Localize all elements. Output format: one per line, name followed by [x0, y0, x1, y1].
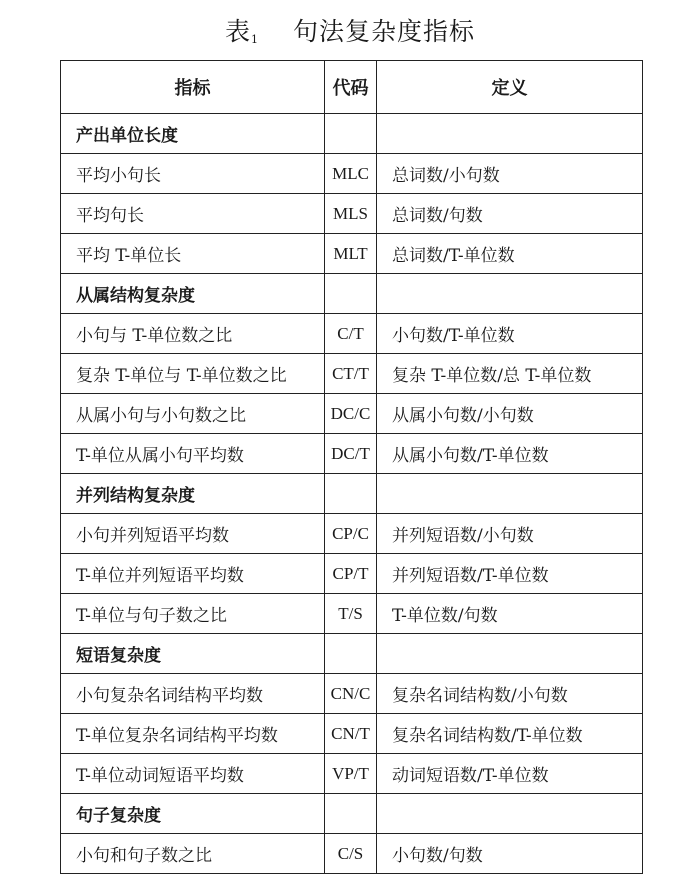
cell-code — [325, 274, 377, 314]
section-name: 并列结构复杂度 — [61, 474, 325, 514]
cell-definition: 动词短语数/T-单位数 — [377, 754, 643, 794]
section-name: 句子复杂度 — [61, 794, 325, 834]
section-row — [61, 114, 643, 154]
table-caption — [0, 10, 700, 54]
table-row — [61, 234, 643, 274]
cell-definition — [377, 114, 643, 154]
table-row — [61, 754, 643, 794]
cell-name: T-单位复杂名词结构平均数 — [61, 714, 325, 754]
table-row — [61, 714, 643, 754]
section-name: 产出单位长度 — [61, 114, 325, 154]
cell-name: 平均小句长 — [61, 154, 325, 194]
cell-definition: 并列短语数/T-单位数 — [377, 554, 643, 594]
cell-code: CP/C — [325, 514, 377, 554]
table-row — [61, 554, 643, 594]
cell-definition: 并列短语数/小句数 — [377, 514, 643, 554]
table-row — [61, 674, 643, 714]
cell-code — [325, 474, 377, 514]
header-definition: 定义 — [377, 61, 643, 114]
cell-code: CT/T — [325, 354, 377, 394]
cell-name: 小句和句子数之比 — [61, 834, 325, 874]
cell-code — [325, 634, 377, 674]
cell-name: 小句复杂名词结构平均数 — [61, 674, 325, 714]
cell-definition — [377, 634, 643, 674]
section-row — [61, 274, 643, 314]
table-row — [61, 194, 643, 234]
cell-definition: 复杂名词结构数/T-单位数 — [377, 714, 643, 754]
cell-name: T-单位与句子数之比 — [61, 594, 325, 634]
cell-name: T-单位动词短语平均数 — [61, 754, 325, 794]
cell-name: 复杂 T-单位与 T-单位数之比 — [61, 354, 325, 394]
cell-code: MLT — [325, 234, 377, 274]
header-code: 代码 — [325, 61, 377, 114]
section-row — [61, 794, 643, 834]
table-row — [61, 314, 643, 354]
cell-definition: 复杂 T-单位数/总 T-单位数 — [377, 354, 643, 394]
cell-name: 小句并列短语平均数 — [61, 514, 325, 554]
cell-name: 从属小句与小句数之比 — [61, 394, 325, 434]
table-row — [61, 594, 643, 634]
cell-code: VP/T — [325, 754, 377, 794]
table-row — [61, 394, 643, 434]
table-body — [61, 114, 643, 874]
cell-code: DC/T — [325, 434, 377, 474]
table-row — [61, 514, 643, 554]
section-name: 短语复杂度 — [61, 634, 325, 674]
cell-code — [325, 114, 377, 154]
cell-name: T-单位从属小句平均数 — [61, 434, 325, 474]
cell-definition: 复杂名词结构数/小句数 — [377, 674, 643, 714]
cell-code — [325, 794, 377, 834]
caption-number: 1 — [251, 33, 259, 46]
cell-code: CN/C — [325, 674, 377, 714]
cell-definition: 总词数/句数 — [377, 194, 643, 234]
cell-definition: 总词数/T-单位数 — [377, 234, 643, 274]
cell-code: C/S — [325, 834, 377, 874]
section-row — [61, 474, 643, 514]
cell-name: 平均 T-单位长 — [61, 234, 325, 274]
header-row — [61, 61, 643, 114]
table-row — [61, 434, 643, 474]
header-name: 指标 — [61, 61, 325, 114]
table-row — [61, 154, 643, 194]
cell-code: T/S — [325, 594, 377, 634]
cell-definition: 小句数/句数 — [377, 834, 643, 874]
cell-code: DC/C — [325, 394, 377, 434]
cell-definition — [377, 474, 643, 514]
cell-definition: T-单位数/句数 — [377, 594, 643, 634]
caption-prefix: 表 — [224, 17, 251, 46]
syntactic-complexity-table — [60, 60, 643, 874]
cell-code: C/T — [325, 314, 377, 354]
section-row — [61, 634, 643, 674]
table-row — [61, 354, 643, 394]
cell-code: MLC — [325, 154, 377, 194]
cell-name: T-单位并列短语平均数 — [61, 554, 325, 594]
table-row — [61, 834, 643, 874]
cell-definition: 从属小句数/T-单位数 — [377, 434, 643, 474]
cell-definition — [377, 794, 643, 834]
cell-code: CP/T — [325, 554, 377, 594]
caption-title: 句法复杂度指标 — [293, 17, 476, 46]
cell-definition: 总词数/小句数 — [377, 154, 643, 194]
section-name: 从属结构复杂度 — [61, 274, 325, 314]
cell-code: MLS — [325, 194, 377, 234]
cell-definition — [377, 274, 643, 314]
cell-code: CN/T — [325, 714, 377, 754]
cell-definition: 小句数/T-单位数 — [377, 314, 643, 354]
cell-name: 平均句长 — [61, 194, 325, 234]
cell-name: 小句与 T-单位数之比 — [61, 314, 325, 354]
cell-definition: 从属小句数/小句数 — [377, 394, 643, 434]
